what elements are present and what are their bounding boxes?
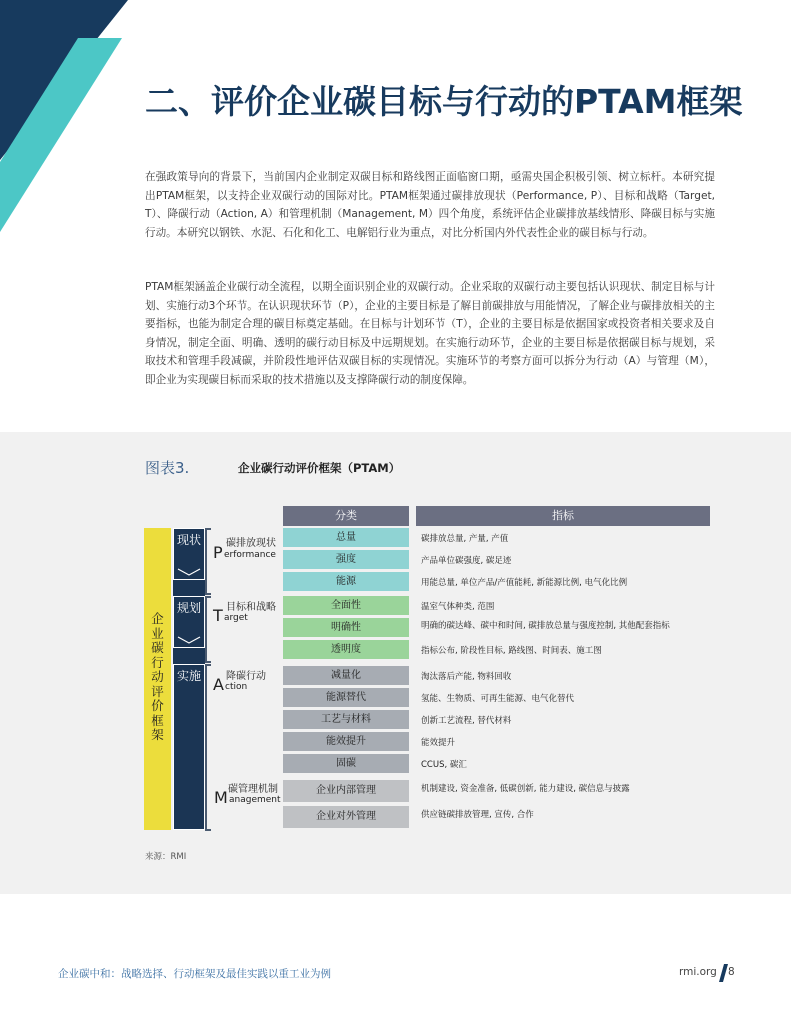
footer-site[interactable]: rmi.org bbox=[679, 966, 717, 978]
chevron-down-icon bbox=[177, 635, 201, 645]
stage-plan: 规划 bbox=[173, 596, 205, 648]
indicator-text: 产品单位碳强度, 碳足迹 bbox=[421, 556, 512, 566]
header-category: 分类 bbox=[283, 506, 409, 526]
bracket-t bbox=[205, 596, 207, 662]
category-box: 强度 bbox=[283, 550, 409, 569]
category-box: 企业对外管理 bbox=[283, 806, 409, 828]
category-box: 固碳 bbox=[283, 754, 409, 773]
indicator-text: 指标公布, 阶段性目标, 路线图、时间表、施工图 bbox=[421, 646, 602, 656]
category-box: 能源替代 bbox=[283, 688, 409, 707]
category-box: 企业内部管理 bbox=[283, 780, 409, 802]
indicator-text: 供应链碳排放管理, 宣传, 合作 bbox=[421, 810, 534, 820]
indicator-text: 明确的碳达峰、碳中和时间, 碳排放总量与强度控制, 其他配套指标 bbox=[421, 621, 670, 631]
corner-decoration bbox=[0, 0, 140, 260]
dimension-p-letter: P bbox=[213, 543, 223, 562]
dimension-t-cn: 目标和战略 bbox=[226, 602, 276, 613]
category-box: 减量化 bbox=[283, 666, 409, 685]
dimension-m-letter: M bbox=[214, 788, 228, 807]
dimension-a-cn: 降碳行动 bbox=[226, 671, 266, 682]
indicator-text: 碳排放总量, 产量, 产值 bbox=[421, 534, 509, 544]
indicator-text: 用能总量, 单位产品/产值能耗, 新能源比例, 电气化比例 bbox=[421, 578, 628, 588]
indicator-text: 能效提升 bbox=[421, 738, 456, 748]
chevron-down-icon bbox=[177, 567, 201, 577]
bracket-p bbox=[205, 528, 207, 594]
category-box: 明确性 bbox=[283, 618, 409, 637]
category-box: 透明度 bbox=[283, 640, 409, 659]
dimension-p-en: erformance bbox=[224, 550, 276, 560]
category-box: 全面性 bbox=[283, 596, 409, 615]
dimension-t-en: arget bbox=[224, 613, 248, 623]
slash-divider-icon bbox=[719, 964, 728, 982]
figure-title: 企业碳行动评价框架（PTAM） bbox=[238, 461, 401, 475]
category-box: 能源 bbox=[283, 572, 409, 591]
dimension-p-cn: 碳排放现状 bbox=[226, 538, 276, 549]
figure-number: 图表3. bbox=[145, 459, 190, 477]
stage-current: 现状 bbox=[173, 528, 205, 580]
intro-paragraph: 在强政策导向的背景下，当前国内企业制定双碳目标和路线图正面临窗口期，亟需央国企积极引领、树立标杆。本研究提出PTAM框架，以支持企业双碳行动的国际对比。PTAM框架通过碳排放现状（Performance, P）、目标和战略（Target, T）、降碳行动（Action, A）和管理机制（Management, M）四个角度，系统评估企业碳排放基线情形、降碳目标与实施行动。本研究以钢铁、水泥、石化和化工、电解铝行业为重点，对比分析国内外代表性企业的碳目标与行动。 bbox=[145, 171, 715, 239]
footer-title: 企业碳中和：战略选择、行动框架及最佳实践以重工业为例 bbox=[58, 968, 331, 980]
indicator-text: 淘汰落后产能, 物料回收 bbox=[421, 672, 512, 682]
indicator-text: 创新工艺流程, 替代材料 bbox=[421, 716, 512, 726]
page-number: 8 bbox=[728, 966, 735, 978]
figure-source: 来源：RMI bbox=[145, 852, 187, 862]
dimension-a-letter: A bbox=[213, 675, 224, 694]
dimension-m-en: anagement bbox=[229, 795, 281, 805]
indicator-text: CCUS, 碳汇 bbox=[421, 760, 467, 770]
framework-paragraph: PTAM框架涵盖企业碳行动全流程，以期全面识别企业的双碳行动。企业采取的双碳行动主要包括认识现状、制定目标与计划、实施行动3个环节。在认识现状环节（P），企业的主要目标是了解目前碳排放与用能情况，了解企业与碳排放相关的主要指标，也能为制定合理的碳目标奠定基础。在目标与计划环节（T），企业的主要目标是依据国家或投资者相关要求及自身情况，制定全面、明确、透明的碳行动目标及中远期规划。在实施行动环节，企业的主要目标是依据碳目标与规划，采取技术和管理手段减碳，并阶段性地评估双碳目标的实现情况。实施环节的考察方面可以拆分为行动（A）与管理（M），即企业为实现碳目标而采取的技术措施以及支撑降碳行动的制度保障。 bbox=[145, 281, 715, 386]
indicator-text: 温室气体种类, 范围 bbox=[421, 602, 495, 612]
category-box: 工艺与材料 bbox=[283, 710, 409, 729]
page-title: 二、评价企业碳目标与行动的PTAM框架 bbox=[145, 82, 743, 121]
category-box: 能效提升 bbox=[283, 732, 409, 751]
indicator-text: 氢能、生物质、可再生能源、电气化替代 bbox=[421, 694, 575, 704]
header-indicator: 指标 bbox=[416, 506, 710, 526]
category-box: 总量 bbox=[283, 528, 409, 547]
dimension-a-en: ction bbox=[225, 682, 248, 692]
stage-implement: 实施 bbox=[173, 664, 205, 830]
bracket-am bbox=[205, 664, 207, 830]
dimension-m-cn: 碳管理机制 bbox=[228, 784, 278, 795]
indicator-text: 机制建设, 资金准备, 低碳创新, 能力建设, 碳信息与披露 bbox=[421, 784, 630, 794]
framework-vertical-label: 企 业 碳 行 动 评 价 框 架 bbox=[151, 611, 164, 742]
dimension-t-letter: T bbox=[213, 606, 223, 625]
